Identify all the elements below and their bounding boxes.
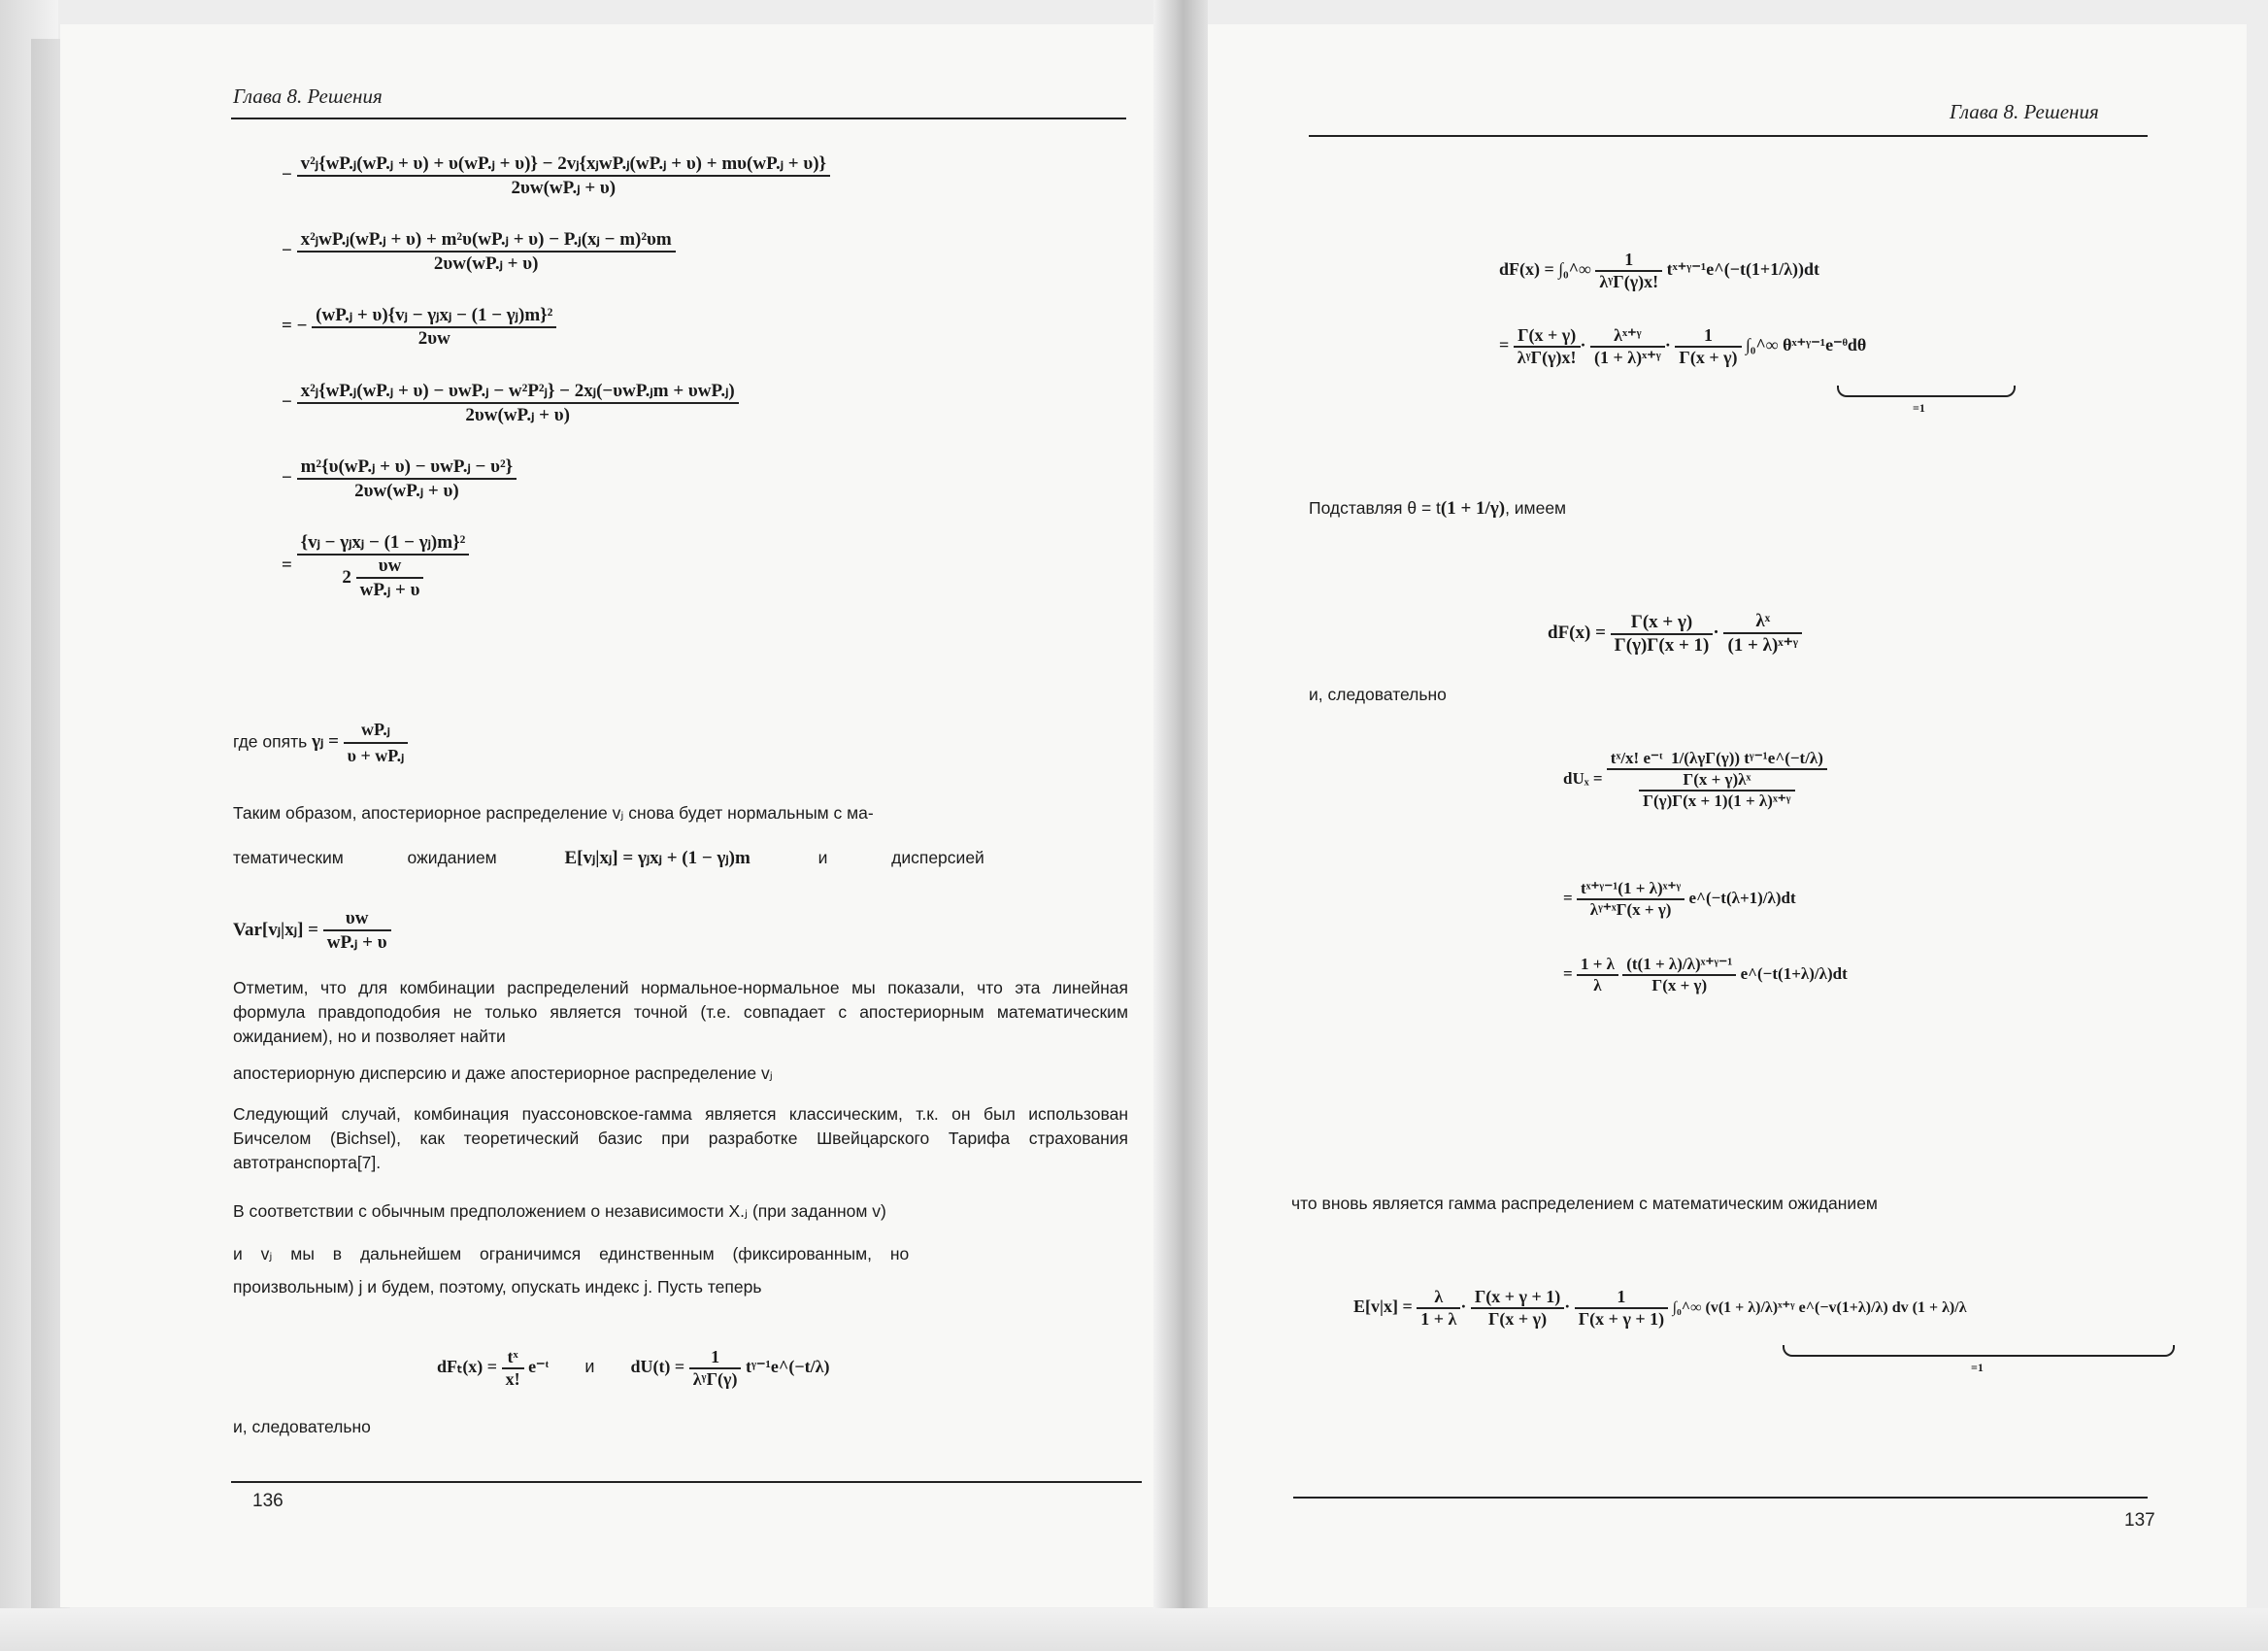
para-independence-line1: В соответствии с обычным предположением о независимости X.ⱼ (при заданном v) [233,1201,886,1221]
footer-rule [231,1481,1142,1483]
consequently-text: и, следовательно [1309,685,1447,704]
integral-line-1: dF(x) = ∫₀^∞ $\frac{1}{\text{λᵞΓ(γ)x!}}$ tˣ⁺ᵞ⁻¹e^(−t(1+1/λ))dt [1499,250,1820,291]
header-rule [1309,135,2148,137]
du-line-2: = $\frac{\text{tˣ⁺ᵞ⁻¹(1 + λ)ˣ⁺ᵞ}}{\text{λᵞ⁺ˣΓ(x + γ)}}$ e^(−t(λ+1)/λ)dt [1563,879,1796,919]
variance-formula: Var[vⱼ|xⱼ] = $\frac{\upsilon w}{\text{wP.ⱼ + υ}}$ [233,908,391,954]
para-normal-normal-last: апостериорную дисперсию и даже апостериорное распределение vⱼ [233,1063,773,1083]
df-result: dF(x) = $\frac{\Gamma(x + \gamma)}{\Gamma(\gamma)\Gamma(x + 1)}$ · $\frac{\text{λˣ}}{\text{(1 + λ)ˣ⁺ᵞ}}$ [1548,611,1802,657]
du-line-3: = $\frac{1 + \lambda}{\lambda}$ $\frac{\text{(t(1 + λ)/λ)ˣ⁺ᵞ⁻¹}}{\Gamma(x + \gamma)}$ e^(−t(1+λ)/λ)dt [1563,955,1848,994]
integral-line-2: = $\frac{\Gamma(x + \gamma)}{\text{λᵞΓ(γ)x!}}$ · $\frac{\text{λˣ⁺ᵞ}}{\text{(1 + λ)ˣ⁺ᵞ}}$ · $\frac{1}{\Gamma(x + \gamma)}$ ∫₀^∞ θˣ⁺ᵞ⁻¹e⁻ᶿdθ [1499,325,1867,367]
gamma-definition: где опять γⱼ = $\frac{\text{wP.ⱼ}}{\text{υ + wP.ⱼ}}$ [233,718,408,768]
closing-text: и, следовательно [233,1417,371,1436]
footer-rule [1293,1497,2148,1499]
integral-underbrace [1837,386,2016,397]
scan-bottom-edge [0,1608,2268,1651]
underbrace-label: =1 [1913,401,1925,415]
chapter-header: Глава 8. Решения [1950,100,2099,123]
chapter-header: Глава 8. Решения [233,84,383,108]
left-page [60,24,1153,1607]
para-posterior-line2: тематическим ожиданием E[vⱼ|xⱼ] = γⱼxⱼ + (1 − γⱼ)m и дисперсией [233,848,984,868]
equation-line-1: − v²ⱼ{wP.ⱼ(wP.ⱼ + υ) + υ(wP.ⱼ + υ)} − 2vⱼ{xⱼwP.ⱼ(wP.ⱼ + υ) + mυ(wP.ⱼ + υ)} 2υw(wP.ⱼ + υ) [282,152,830,199]
df-du-definitions: dFₜ(x) = $\frac{\text{tˣ}}{x!}$ e⁻ᵗ и dU(t) = $\frac{1}{\text{λᵞΓ(γ)}}$ tᵞ⁻¹e^(−t/λ) [437,1347,830,1389]
page-number: 136 [252,1491,284,1511]
expectation-underbrace [1783,1345,2175,1357]
book-spine [1153,0,1208,1651]
page-number: 137 [2124,1510,2155,1531]
para-posterior: Таким образом, апостериорное распределение vⱼ снова будет нормальным с ма- [233,803,874,823]
expectation-underbrace-label: =1 [1971,1361,1984,1374]
equation-line-4: − $\frac{\text{x²ⱼ\{wP.ⱼ(wP.ⱼ + υ) − υwP.ⱼ − w²P²ⱼ\} − 2xⱼ(−υwP.ⱼm + υwP.ⱼ)}}{\text{2υw(wP.ⱼ + υ)}}$ [282,380,739,426]
equation-line-6: = {vⱼ − γⱼxⱼ − (1 − γⱼ)m}² 2 $\frac{\upsilon w}{\text{wP.ⱼ + υ}}$ [282,531,469,601]
right-page [1208,24,2247,1607]
equation-line-2: − $\frac{\text{x²ⱼwP.ⱼ(wP.ⱼ + υ) + m²υ(wP.ⱼ + υ) − P.ⱼ(xⱼ − m)²υm}}{\text{2υw(wP.ⱼ + υ)}}$ [282,228,676,275]
substitution-text: Подставляя θ = t(1 + 1/γ), имеем [1309,498,1567,519]
left-gutter-shadow [0,0,58,1651]
equation-line-5: − $\frac{\text{m²\{υ(wP.ⱼ + υ) − υwP.ⱼ − υ²\}}}{\text{2υw(wP.ⱼ + υ)}}$ [282,455,517,502]
expectation-formula: E[v|x] = $\frac{\lambda}{1 + \lambda}$ · $\frac{\Gamma(x + \gamma + 1)}{\Gamma(x + \gamma)}$ · $\frac{1}{\Gamma(x + \gamma + 1)}$ ∫₀^∞ (v(1 + λ)/λ)ˣ⁺ᵞ e^(−v(1+λ)/λ) dv (1 + λ)/λ [1353,1287,1967,1329]
equation-line-3: = − $\frac{\text{(wP.ⱼ + υ)\{vⱼ − γⱼxⱼ − (1 − γⱼ)m\}²}}{2\upsilon w}$ [282,304,556,350]
para-independence-line2: и vⱼ мы в дальнейшем ограничимся единственным (фиксированным, но [233,1244,910,1264]
para-independence-line3: произвольным) j и будем, поэтому, опускать индекс j. Пусть теперь [233,1277,762,1297]
du-line-1: dUₓ = $\frac{\text{tˣ/x! e⁻ᵗ 1/(λγΓ(γ)) tᵞ⁻¹e\textasciicircum{}(−t/λ)}}{\frac{\text{Γ(x + γ)λˣ}}{\text{Γ(γ)Γ(x + 1)(1 + λ)ˣ⁺ᵞ}}}$ [1563,749,1827,811]
gamma-conclusion-text: что вновь является гамма распределением с математическим ожиданием [1291,1194,1878,1213]
para-normal-normal: Отметим, что для комбинации распределений нормальное-нормальное мы показали, что эта линейная формула правдоподобия не только является точной (т.е. совпадает с апостериорным математическим ожиданием), но и позволяет найти [233,978,1128,1046]
header-rule [231,118,1126,119]
para-poisson-gamma: Следующий случай, комбинация пуассоновское-гамма является классическим, т.к. он был использован Бичселом (Bichsel), как теоретический базис при разработке Швейцарского Тарифа страхования автотранспорта[7]. [233,1104,1128,1172]
